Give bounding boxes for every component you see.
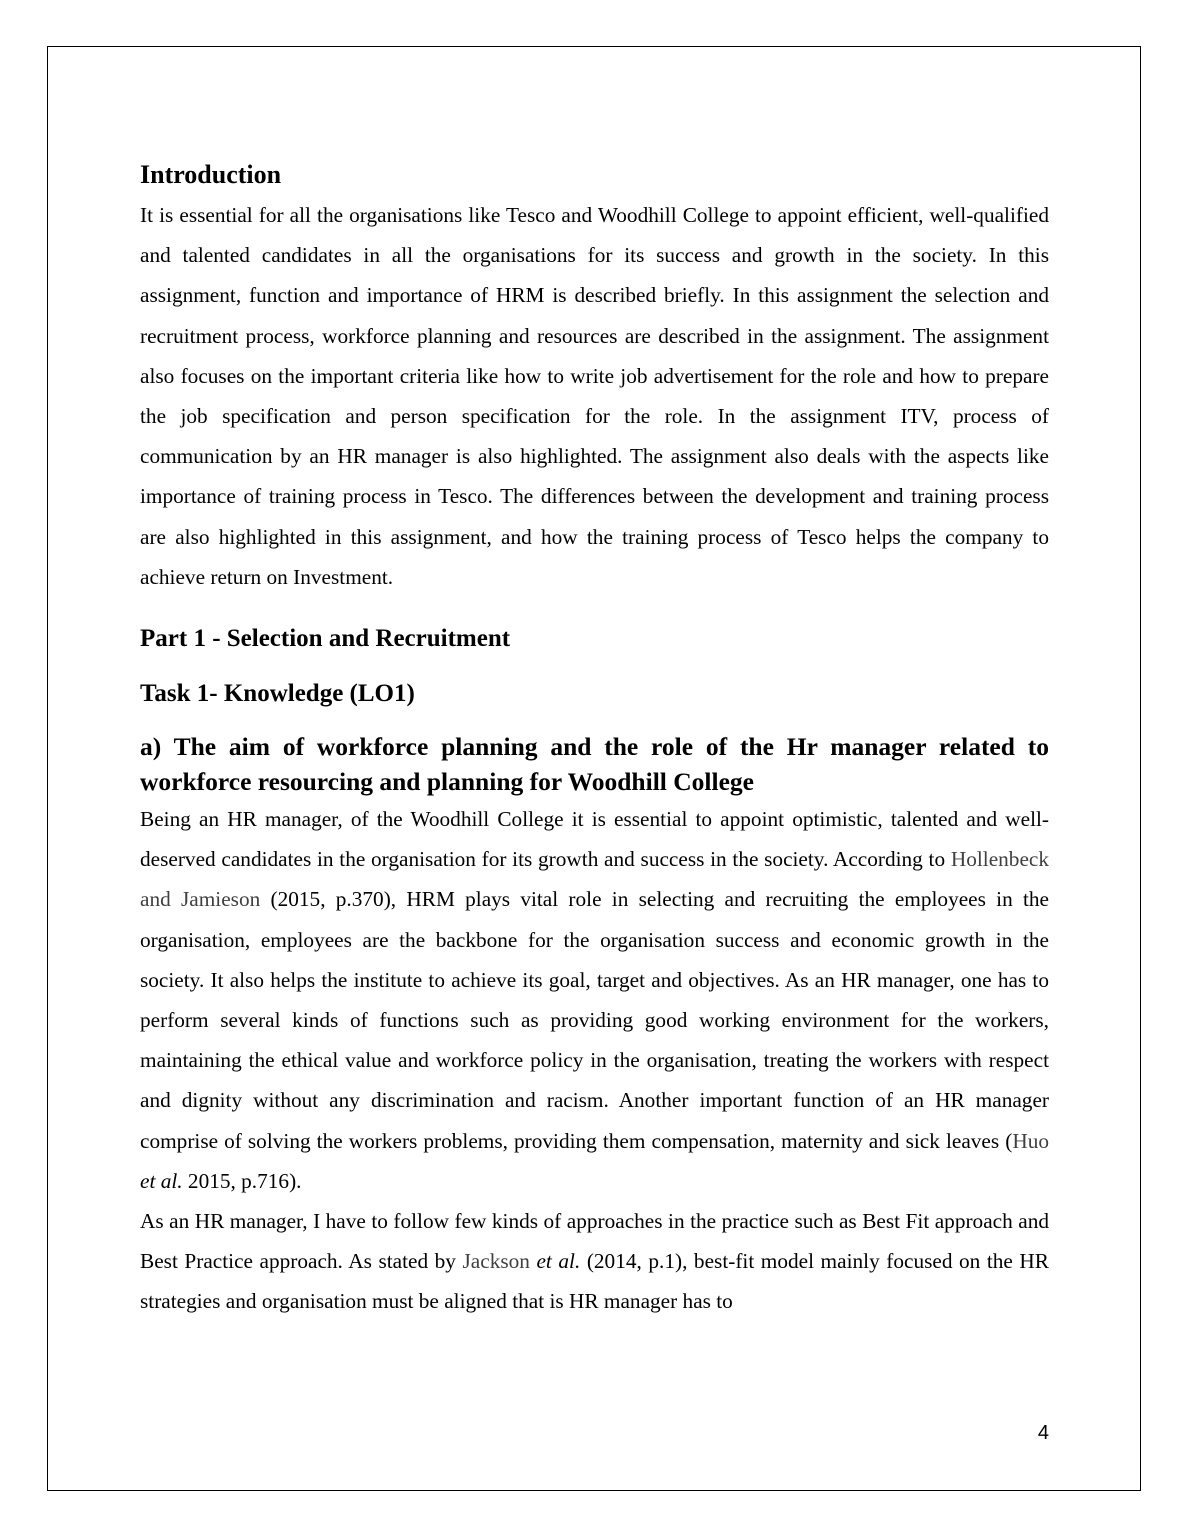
text-run: (2015, p.370), HRM plays vital role in selecting and recruiting the employees in the organisation, employees are the backbone for the organisation success and economic growth in the society. It also helps the institute to achieve its goal, target and objectives. As an HR manager, one has to perform several kinds of functions such as providing good working environment for the workers, maintaining the ethical value and workforce policy in the organisation, treating the workers with respect and dignity without any discrimination and racism. Another important function of an HR manager comprise of solving the workers problems, providing them compensation, maternity and sick leaves (: [140, 887, 1049, 1153]
text-run: Being an HR manager, of the Woodhill College it is essential to appoint optimistic, talented and well-deserved candidates in the organisation for its growth and success in the society. According to: [140, 807, 1049, 872]
citation-link: Huo: [1012, 1128, 1049, 1153]
section-a-paragraph-1: [140, 799, 1049, 1201]
text-run: 2015, p.716).: [182, 1168, 302, 1193]
section-a-paragraph-2: [140, 1201, 1049, 1322]
task1-heading: Task 1- Knowledge (LO1): [140, 680, 415, 708]
text-run: As an HR manager, I have to follow few kinds of approaches in the practice such as Best Fit approach and Best Practice approach. As stated by: [140, 1209, 1049, 1274]
part1-heading: Part 1 - Selection and Recruitment: [140, 625, 511, 653]
text-run: (2014, p.1), best-fit model mainly focused on the HR strategies and organisation must be aligned that is HR manager has to: [140, 1249, 1049, 1314]
page-number: 4: [1037, 1422, 1049, 1444]
et-al-italic: et al.: [140, 1168, 183, 1193]
et-al-italic: et al.: [536, 1249, 581, 1274]
citation-link: Hollenbeck and Jamieson: [140, 847, 1049, 912]
introduction-paragraph: It is essential for all the organisations like Tesco and Woodhill College to appoint efficient, well-qualified and talented candidates in all the organisations for its success and growth in the society. In this assignment, function and importance of HRM is described briefly. In this assignment the selection and recruitment process, workforce planning and resources are described in the assignment. The assignment also focuses on the important criteria like how to write job advertisement for the role and how to prepare the job specification and person specification for the role. In the assignment ITV, process of communication by an HR manager is also highlighted. The assignment also deals with the aspects like importance of training process in Tesco. The differences between the development and training process are also highlighted in this assignment, and how the training process of Tesco helps the company to achieve return on Investment.: [140, 203, 1049, 589]
introduction-heading: Introduction: [140, 160, 282, 189]
document-body: [140, 155, 1049, 1322]
citation-link: Jackson: [462, 1249, 530, 1274]
section-a-heading: a) The aim of workforce planning and the role of the Hr manager related to workforce resourcing and planning for Woodhill College: [140, 732, 1049, 797]
